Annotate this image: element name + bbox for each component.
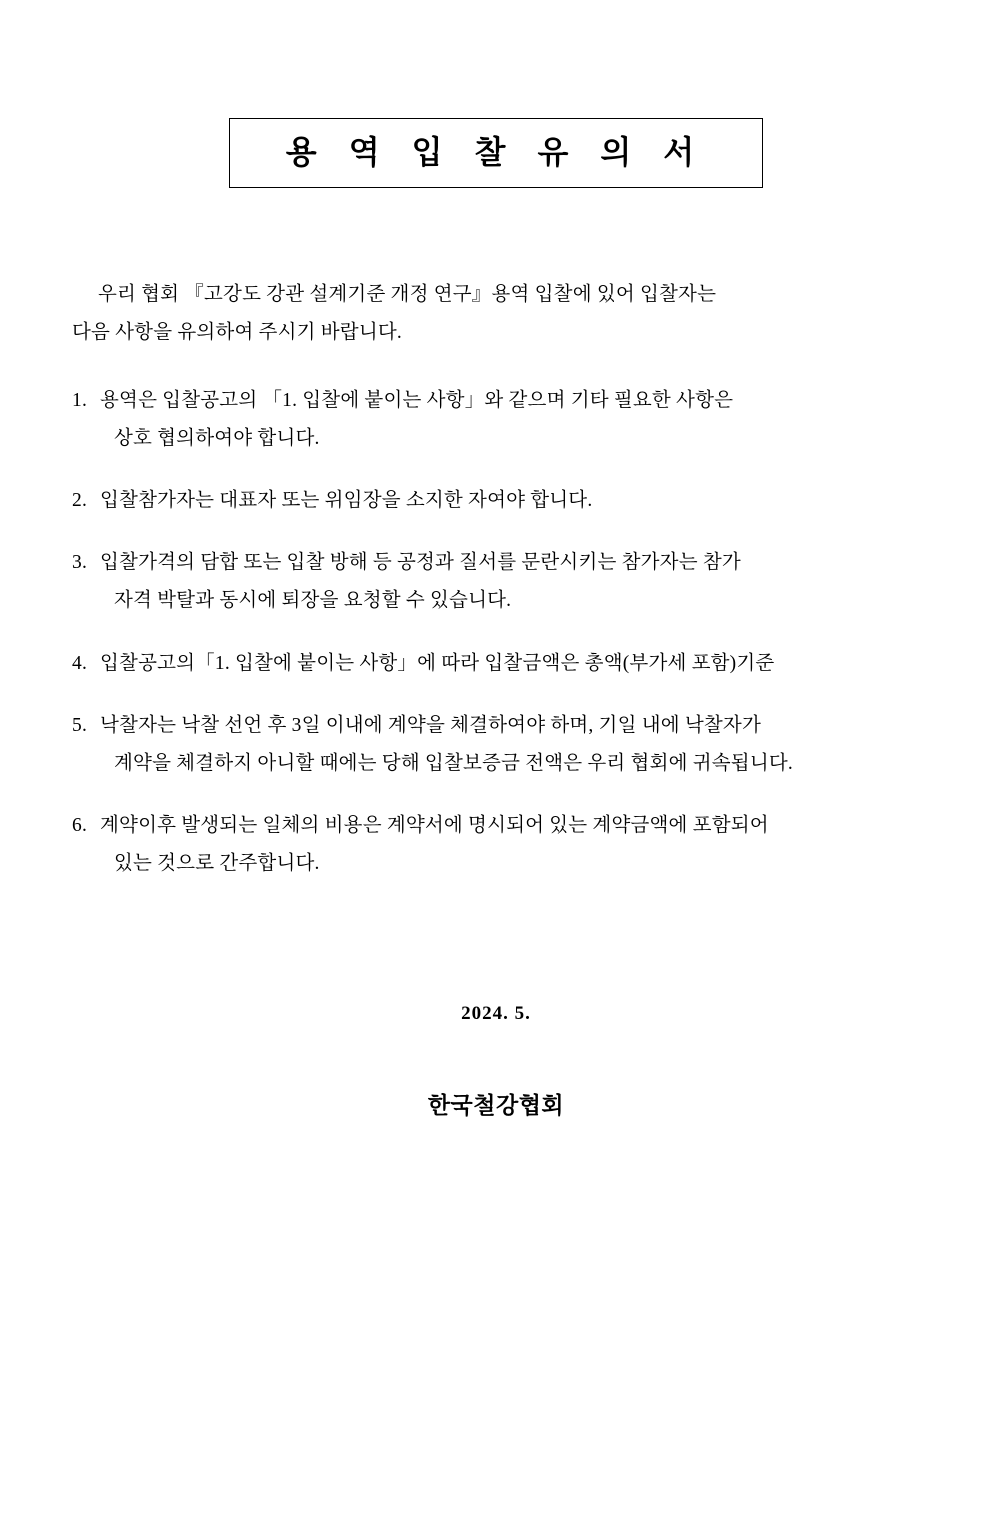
intro-line-2: 다음 사항을 유의하여 주시기 바랍니다. — [72, 322, 402, 344]
list-item-number: 5. — [72, 714, 88, 736]
list-item — [72, 807, 920, 883]
list-item-line-2: 있는 것으로 간주합니다. — [114, 852, 320, 874]
list-item — [72, 482, 920, 520]
list-item-line-1: 낙찰자는 낙찰 선언 후 3일 이내에 계약을 체결하여야 하며, 기일 내에 낙찰자가 — [100, 714, 761, 736]
list-item-body — [100, 382, 920, 458]
list-item-body — [100, 807, 920, 883]
list-item-number: 1. — [72, 390, 88, 412]
list-item-body — [100, 707, 920, 783]
list-item-line-1: 입찰가격의 담합 또는 입찰 방해 등 공정과 질서를 문란시키는 참가자는 참가 — [100, 552, 741, 574]
list-item-line-2: 자격 박탈과 동시에 퇴장을 요청할 수 있습니다. — [114, 590, 512, 612]
list-item-line-1: 용역은 입찰공고의 「1. 입찰에 붙이는 사항」와 같으며 기타 필요한 사항은 — [100, 390, 734, 412]
list-item-body — [100, 544, 920, 620]
document-signature: 한국철강협회 — [427, 1092, 565, 1118]
page-title: 용 역 입 찰 유 의 서 — [285, 134, 707, 170]
list-item-body — [100, 645, 920, 683]
list-item-number: 6. — [72, 814, 88, 836]
title-container — [72, 118, 920, 188]
list-item-body — [100, 482, 920, 520]
list-item-number: 4. — [72, 652, 88, 674]
notice-list — [72, 382, 920, 882]
document-date: 2024. 5. — [461, 1002, 531, 1024]
intro-paragraph — [72, 276, 920, 352]
list-item — [72, 645, 920, 683]
list-item — [72, 707, 920, 783]
title-box — [229, 118, 763, 188]
list-item-line-1: 계약이후 발생되는 일체의 비용은 계약서에 명시되어 있는 계약금액에 포함되어 — [100, 814, 769, 836]
document-page — [0, 118, 992, 1521]
list-item-line-2: 계약을 체결하지 아니할 때에는 당해 입찰보증금 전액은 우리 협회에 귀속됩니다. — [114, 752, 793, 774]
list-item — [72, 544, 920, 620]
list-item-line-1: 입찰참가자는 대표자 또는 위임장을 소지한 자여야 합니다. — [100, 490, 593, 512]
intro-line-1: 우리 협회 『고강도 강관 설계기준 개정 연구』용역 입찰에 있어 입찰자는 — [98, 284, 717, 306]
list-item — [72, 382, 920, 458]
list-item-line-1: 입찰공고의「1. 입찰에 붙이는 사항」에 따라 입찰금액은 총액(부가세 포함)기준 — [100, 652, 775, 674]
list-item-number: 3. — [72, 552, 88, 574]
list-item-number: 2. — [72, 490, 88, 512]
list-item-line-2: 상호 협의하여야 합니다. — [114, 428, 320, 450]
